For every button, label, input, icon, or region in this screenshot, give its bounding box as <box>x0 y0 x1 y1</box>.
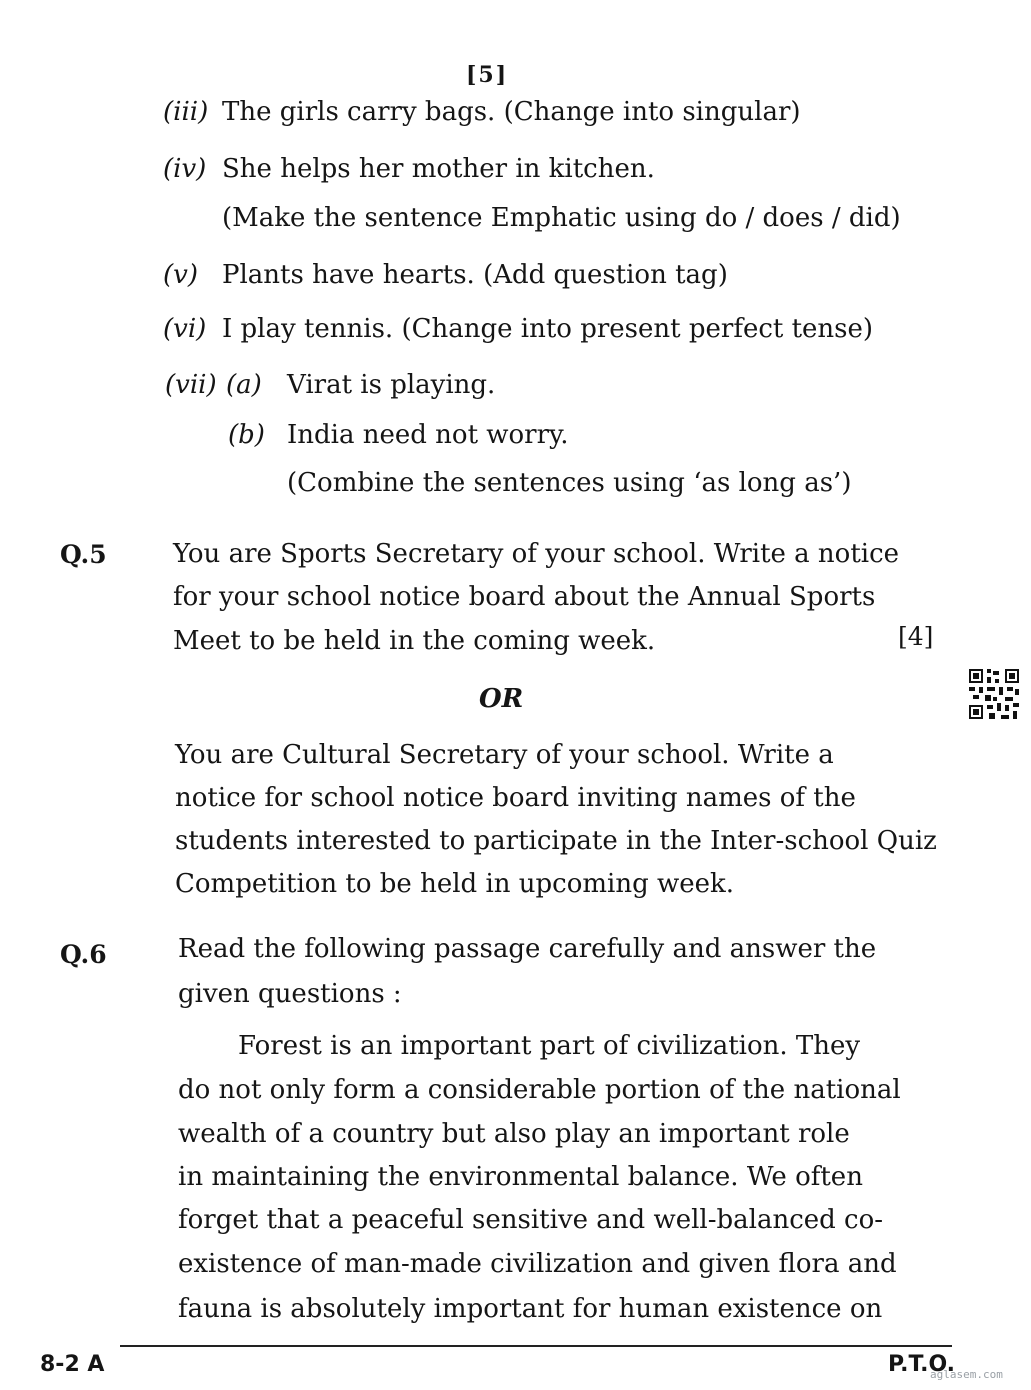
sub-item-label <box>226 368 262 402</box>
or-divider: OR <box>479 684 524 714</box>
passage-line: wealth of a country but also play an important role <box>178 1119 850 1149</box>
item-label-text: (vii) <box>165 370 217 400</box>
question-line: given questions : <box>178 979 402 1009</box>
item-text: She helps her mother in kitchen. <box>222 154 655 184</box>
question-line: You are Sports Secretary of your school. Write a notice <box>173 539 900 569</box>
page-number: [5] <box>466 62 509 88</box>
sub-item-text: Virat is playing. <box>287 370 496 400</box>
passage-line: fauna is absolutely important for human existence on <box>178 1294 883 1324</box>
question-line: You are Cultural Secretary of your school. Write a <box>175 740 834 770</box>
passage-line: forget that a peaceful sensitive and well-balanced co- <box>178 1205 884 1235</box>
passage-line: do not only form a considerable portion of the national <box>178 1075 901 1105</box>
passage-line: in maintaining the environmental balance. We often <box>178 1162 863 1192</box>
question-number: Q.6 <box>60 940 107 969</box>
qr-code-icon <box>969 669 1019 719</box>
question-marks: [4] <box>898 622 934 651</box>
item-label <box>163 95 208 129</box>
question-line: Meet to be held in the coming week. <box>173 626 656 656</box>
item-text: Plants have hearts. (Add question tag) <box>222 260 728 290</box>
item-label <box>163 152 206 186</box>
sub-item-label-text: (a) <box>226 370 262 400</box>
question-number: Q.5 <box>60 540 107 569</box>
item-label-text: (iii) <box>163 97 209 127</box>
item-label <box>165 368 217 402</box>
item-note: (Make the sentence Emphatic using do / does / did) <box>222 203 901 233</box>
question-line: for your school notice board about the Annual Sports <box>173 582 876 612</box>
item-text: The girls carry bags. (Change into singular) <box>222 97 801 127</box>
sub-item-label <box>228 418 265 452</box>
sub-item-text: India need not worry. <box>287 420 569 450</box>
passage-line: existence of man-made civilization and given flora and <box>178 1249 897 1279</box>
question-line: students interested to participate in the Inter-school Quiz <box>175 826 937 856</box>
watermark: aglasem.com <box>930 1368 1003 1381</box>
footer-rule <box>120 1345 952 1347</box>
item-label-text: (iv) <box>163 154 207 184</box>
item-label-text: (vi) <box>163 314 207 344</box>
paper-code: 8-2 A <box>40 1352 105 1377</box>
item-note: (Combine the sentences using ‘as long as’) <box>287 468 852 498</box>
item-label <box>163 312 206 346</box>
question-line: Read the following passage carefully and answer the <box>178 934 877 964</box>
passage-line: Forest is an important part of civilization. They <box>238 1031 861 1061</box>
question-line: Competition to be held in upcoming week. <box>175 869 735 899</box>
item-label-text: (v) <box>163 260 198 290</box>
question-line: notice for school notice board inviting names of the <box>175 783 856 813</box>
sub-item-label-text: (b) <box>228 420 265 450</box>
item-text: I play tennis. (Change into present perfect tense) <box>222 314 874 344</box>
pto-label: P.T.O. <box>888 1352 956 1377</box>
item-label <box>163 258 198 292</box>
